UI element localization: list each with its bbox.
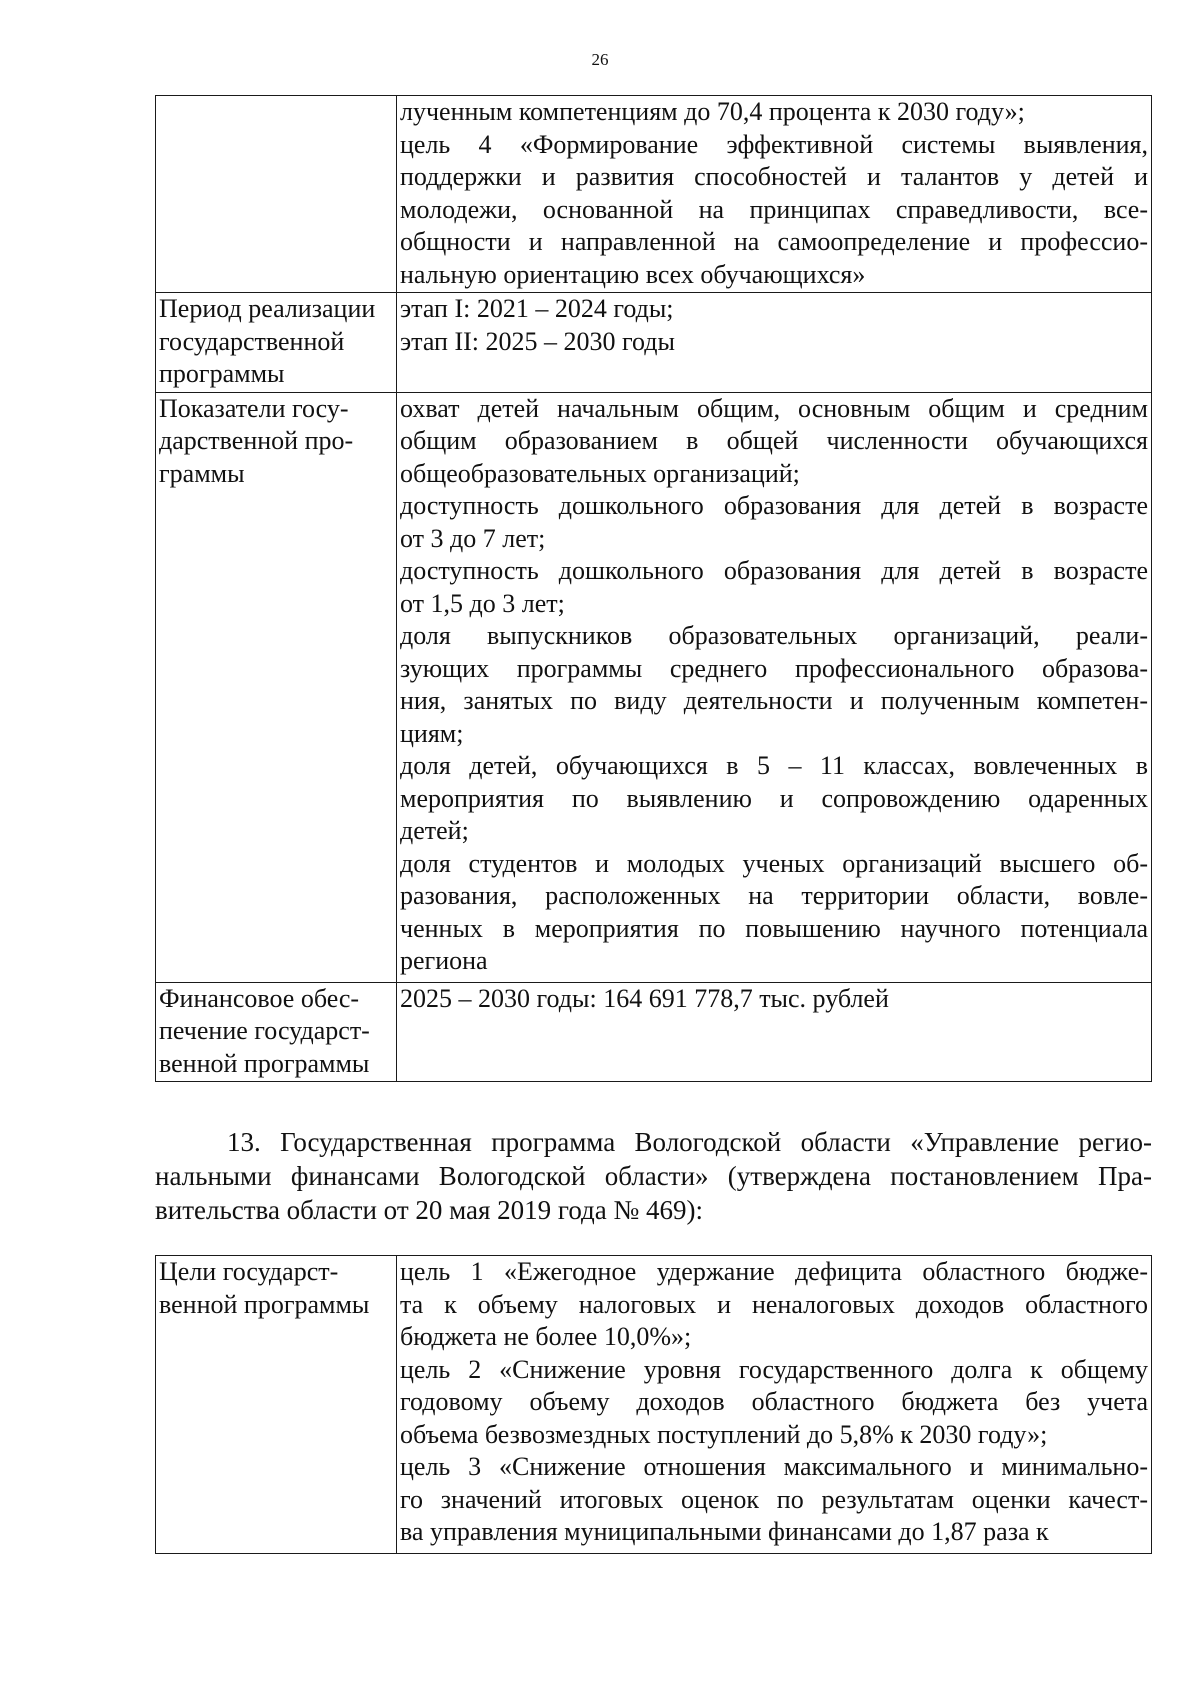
row-value-line: лученным компетенциям до 70,4 процента к 2030 году»; (400, 97, 1025, 126)
row-label-line: программы (159, 359, 285, 388)
row-value-line: доля детей, обучающихся в 5 – 11 классах, вовлеченных в (400, 751, 1148, 780)
row-value-line: этап II: 2025 – 2030 годы (400, 326, 675, 356)
row-value-line: общим образованием в общей численности обучающихся (400, 426, 1148, 455)
row-label-cell (156, 293, 397, 393)
row-value-cell (397, 96, 1152, 293)
row-value-line: ченных в мероприятия по повышению научного потенциала (400, 913, 1148, 943)
paragraph-line: вительства области от 20 мая 2019 года № 469): (155, 1195, 704, 1225)
section-13-paragraph (155, 1125, 1152, 1227)
row-value-line: объема безвозмездных поступлений до 5,8% к 2030 году»; (400, 1419, 1048, 1449)
row-value-line: цель 1 «Ежегодное удержание дефицита областного бюдже- (400, 1257, 1148, 1286)
row-value-line: бюджета не более 10,0%»; (400, 1322, 692, 1351)
row-label-line: Период реализации (159, 294, 376, 323)
row-label-cell (156, 1256, 397, 1554)
row-label-line: венной программы (159, 1048, 370, 1078)
row-value-line: доля выпускников образовательных организаций, реали- (400, 621, 1148, 650)
row-value-line: нальную ориентацию всех обучающихся» (400, 259, 866, 289)
row-value-line: цель 4 «Формирование эффективной системы выявления, (400, 129, 1148, 159)
table-row (156, 392, 1152, 982)
row-value-cell (397, 982, 1152, 1082)
row-value-line: от 3 до 7 лет; (400, 523, 546, 553)
row-value-line: общеобразовательных организаций; (400, 458, 800, 488)
table-row (156, 982, 1152, 1082)
program-passport-table-12 (155, 95, 1152, 1082)
paragraph-line: нальными финансами Вологодской области» (утверждена постановлением Пра- (155, 1161, 1152, 1191)
row-value-line: го значений итоговых оценок по результатам оценки качест- (400, 1484, 1148, 1514)
row-value-line: та к объему налоговых и неналоговых доходов областного (400, 1289, 1148, 1319)
row-label-line: печение государст- (159, 1016, 370, 1045)
row-label-line: венной программы (159, 1289, 370, 1319)
row-value-line: общности и направленной на самоопределение и профессио- (400, 227, 1148, 256)
program-passport-table-13 (155, 1255, 1152, 1554)
row-value-line: региона (400, 946, 488, 975)
row-value-line: 2025 – 2030 годы: 164 691 778,7 тыс. рублей (400, 983, 889, 1013)
table-row (156, 293, 1152, 393)
row-label-line: Показатели госу- (159, 393, 349, 423)
row-value-line: циям; (400, 718, 464, 748)
page-number: 26 (591, 50, 609, 69)
paragraph-line: 13. Государственная программа Вологодской области «Управление регио- (227, 1127, 1152, 1157)
row-value-line: ва управления муниципальными финансами до 1,87 раза к (400, 1517, 1049, 1546)
row-value-line: доступность дошкольного образования для детей в возрасте (400, 556, 1148, 585)
row-value-line: мероприятия по выявлению и сопровождению одаренных (400, 783, 1148, 813)
row-value-line: этап I: 2021 – 2024 годы; (400, 294, 674, 323)
row-value-line: доступность дошкольного образования для детей в возрасте (400, 491, 1148, 520)
row-label-line: дарственной про- (159, 426, 354, 455)
table-row (156, 1256, 1152, 1554)
row-value-line: зующих программы среднего профессионального образова- (400, 653, 1148, 683)
row-value-line: поддержки и развития способностей и талантов у детей и (400, 162, 1148, 191)
row-value-cell (397, 1256, 1152, 1554)
row-value-line: ния, занятых по виду деятельности и полученным компетен- (400, 686, 1148, 715)
row-label-cell (156, 392, 397, 982)
row-value-line: детей; (400, 816, 469, 845)
row-value-line: годовому объему доходов областного бюджета без учета (400, 1387, 1148, 1416)
row-value-line: молодежи, основанной на принципах справедливости, все- (400, 194, 1148, 224)
row-label-line: Цели государст- (159, 1257, 339, 1286)
row-value-line: доля студентов и молодых ученых организаций высшего об- (400, 848, 1148, 878)
row-label-line: Финансовое обес- (159, 983, 360, 1013)
row-value-line: от 1,5 до 3 лет; (400, 588, 565, 618)
row-label-line: граммы (159, 458, 245, 488)
row-label-line: государственной (159, 326, 345, 356)
row-value-cell (397, 293, 1152, 393)
row-value-line: разования, расположенных на территории области, вовле- (400, 881, 1148, 910)
table-row (156, 96, 1152, 293)
row-value-cell (397, 392, 1152, 982)
row-label-cell (156, 982, 397, 1082)
row-label-cell (156, 96, 397, 293)
row-value-line: охват детей начальным общим, основным общим и средним (400, 393, 1148, 423)
row-value-line: цель 2 «Снижение уровня государственного долга к общему (400, 1354, 1148, 1384)
row-value-line: цель 3 «Снижение отношения максимального и минимально- (400, 1452, 1148, 1481)
